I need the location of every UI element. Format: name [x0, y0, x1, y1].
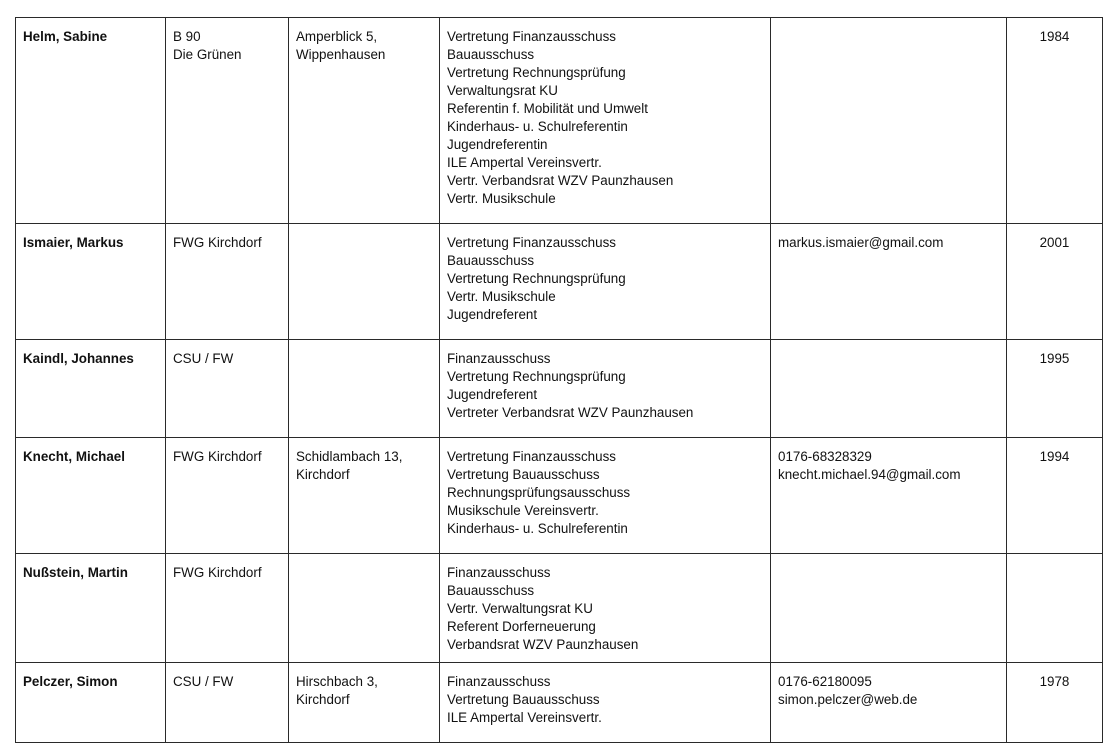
role-line: Referent Dorferneuerung: [447, 619, 596, 634]
role-line: Verbandsrat WZV Paunzhausen: [447, 637, 639, 652]
role-line: Jugendreferentin: [447, 137, 548, 152]
role-line: Vertreter Verbandsrat WZV Paunzhausen: [447, 405, 694, 420]
role-line: Bauausschuss: [447, 583, 535, 598]
email-link[interactable]: markus.ismaier@gmail.com: [778, 235, 944, 250]
table-row: [16, 18, 1103, 224]
role-line: Vertretung Bauausschuss: [447, 692, 600, 707]
member-roles: [440, 554, 771, 663]
role-line: Jugendreferent: [447, 387, 538, 402]
party-line: FWG Kirchdorf: [173, 449, 262, 464]
table-row: [16, 554, 1103, 663]
member-contact: [771, 554, 1007, 663]
member-address: [289, 554, 440, 663]
party-line: Die Grünen: [173, 47, 242, 62]
member-address: [289, 340, 440, 438]
role-line: Referentin f. Mobilität und Umwelt: [447, 101, 648, 116]
role-line: Vertretung Finanzausschuss: [447, 449, 616, 464]
email-link[interactable]: knecht.michael.94@gmail.com: [778, 467, 961, 482]
member-roles: [440, 224, 771, 340]
member-name: Pelczer, Simon: [16, 663, 166, 743]
member-party: [166, 438, 289, 554]
role-line: Vertr. Verbandsrat WZV Paunzhausen: [447, 173, 674, 188]
role-line: Bauausschuss: [447, 253, 535, 268]
role-line: Verwaltungsrat KU: [447, 83, 558, 98]
member-party: [166, 18, 289, 224]
role-line: Kinderhaus- u. Schulreferentin: [447, 521, 628, 536]
member-year: 2001: [1007, 224, 1103, 340]
role-line: Vertretung Rechnungsprüfung: [447, 369, 626, 384]
member-roles: [440, 340, 771, 438]
role-line: Finanzausschuss: [447, 565, 551, 580]
member-name: Nußstein, Martin: [16, 554, 166, 663]
address-line: Wippenhausen: [296, 47, 386, 62]
role-line: Vertretung Finanzausschuss: [447, 29, 616, 44]
member-party: [166, 663, 289, 743]
party-line: FWG Kirchdorf: [173, 565, 262, 580]
role-line: Kinderhaus- u. Schulreferentin: [447, 119, 628, 134]
role-line: ILE Ampertal Vereinsvertr.: [447, 710, 602, 725]
role-line: Vertretung Rechnungsprüfung: [447, 271, 626, 286]
phone-number: 0176-62180095: [778, 674, 872, 689]
member-year: 1995: [1007, 340, 1103, 438]
table-row: [16, 663, 1103, 743]
member-roles: [440, 18, 771, 224]
member-contact: [771, 663, 1007, 743]
email-link[interactable]: simon.pelczer@web.de: [778, 692, 918, 707]
member-contact: [771, 438, 1007, 554]
party-line: B 90: [173, 29, 201, 44]
role-line: Finanzausschuss: [447, 351, 551, 366]
council-members-table: [15, 17, 1103, 743]
member-year: 1984: [1007, 18, 1103, 224]
address-line: Kirchdorf: [296, 692, 350, 707]
member-roles: [440, 663, 771, 743]
member-year: [1007, 554, 1103, 663]
role-line: Vertretung Bauausschuss: [447, 467, 600, 482]
member-contact: [771, 18, 1007, 224]
party-line: FWG Kirchdorf: [173, 235, 262, 250]
member-address: [289, 18, 440, 224]
address-line: Schidlambach 13,: [296, 449, 403, 464]
member-roles: [440, 438, 771, 554]
role-line: Vertr. Musikschule: [447, 191, 556, 206]
member-year: 1978: [1007, 663, 1103, 743]
role-line: Vertretung Finanzausschuss: [447, 235, 616, 250]
party-line: CSU / FW: [173, 351, 234, 366]
member-party: [166, 554, 289, 663]
member-name: Kaindl, Johannes: [16, 340, 166, 438]
table-row: [16, 340, 1103, 438]
role-line: Rechnungsprüfungsausschuss: [447, 485, 631, 500]
role-line: Vertr. Musikschule: [447, 289, 556, 304]
member-name: Ismaier, Markus: [16, 224, 166, 340]
address-line: Hirschbach 3,: [296, 674, 378, 689]
party-line: CSU / FW: [173, 674, 234, 689]
member-address: [289, 224, 440, 340]
role-line: Musikschule Vereinsvertr.: [447, 503, 599, 518]
member-name: Knecht, Michael: [16, 438, 166, 554]
phone-number: 0176-68328329: [778, 449, 872, 464]
role-line: Finanzausschuss: [447, 674, 551, 689]
role-line: ILE Ampertal Vereinsvertr.: [447, 155, 602, 170]
table-row: [16, 438, 1103, 554]
member-contact: [771, 340, 1007, 438]
address-line: Amperblick 5,: [296, 29, 378, 44]
members-table-body: [16, 18, 1103, 743]
member-party: [166, 224, 289, 340]
member-party: [166, 340, 289, 438]
member-contact: [771, 224, 1007, 340]
role-line: Jugendreferent: [447, 307, 538, 322]
table-row: [16, 224, 1103, 340]
member-address: [289, 438, 440, 554]
member-address: [289, 663, 440, 743]
role-line: Vertretung Rechnungsprüfung: [447, 65, 626, 80]
role-line: Vertr. Verwaltungsrat KU: [447, 601, 593, 616]
address-line: Kirchdorf: [296, 467, 350, 482]
role-line: Bauausschuss: [447, 47, 535, 62]
member-year: 1994: [1007, 438, 1103, 554]
member-name: Helm, Sabine: [16, 18, 166, 224]
